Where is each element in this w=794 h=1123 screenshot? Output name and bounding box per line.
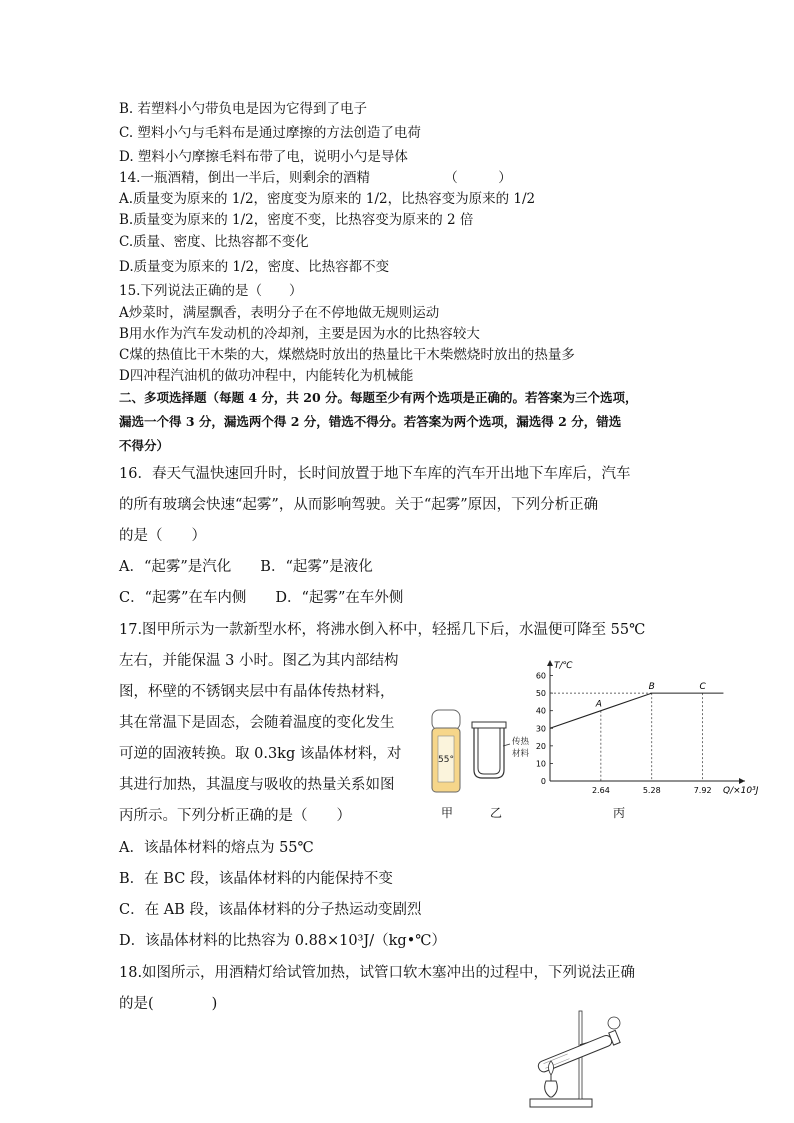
point-label-A: A [595, 699, 602, 710]
q16-options-cd: C．“起雾”在车内侧 D．“起雾”在车外侧 [119, 590, 404, 606]
test-tube-heating-figure [528, 1003, 628, 1113]
y-tick-label: 20 [535, 741, 546, 751]
figure-label-jia: 甲 [441, 806, 454, 820]
question-17-line-6: 其进行加热，其温度与吸收的热量关系如图 [119, 777, 395, 793]
y-tick-label: 0 [540, 777, 546, 786]
q16-options-ab: A．“起雾”是汽化 B．“起雾”是液化 [119, 559, 373, 575]
temperature-line [550, 693, 723, 728]
q15-option-c: C煤的热值比干木柴的大，煤燃烧时放出的热量比干木柴燃烧时放出的热量多 [119, 347, 575, 363]
question-14: 14.一瓶酒精，倒出一半后，则剩余的酒精 （ ） [119, 170, 512, 186]
question-17-line-7: 丙所示。下列分析正确的是（ ） [119, 808, 351, 824]
question-18-line-1: 18.如图所示，用酒精灯给试管加热，试管口软木塞冲出的过程中，下列说法正确 [119, 965, 636, 981]
material-label-1: 传热 [512, 737, 530, 747]
question-17-line-2: 左右，并能保温 3 小时。图乙为其内部结构 [119, 653, 399, 669]
x-axis-arrow [739, 778, 745, 784]
question-18-line-2: 的是( ) [119, 996, 218, 1012]
section-2-rule-line-2: 漏选一个得 3 分，漏选两个得 2 分，错选不得分。若答案为两个选项，漏选得 2 分，错选 [119, 414, 622, 429]
cup-temperature-label: 55° [438, 755, 454, 765]
q15-option-d: D四冲程汽油机的做功冲程中，内能转化为机械能 [119, 368, 414, 384]
point-label-C: C [699, 682, 706, 693]
point-label-B: B [648, 682, 655, 693]
q17-option-a: A．该晶体材料的熔点为 55℃ [119, 840, 314, 856]
question-17-line-4: 其在常温下是固态，会随着温度的变化发生 [119, 715, 395, 731]
q14-option-a: A.质量变为原来的 1/2，密度变为原来的 1/2，比热容变为原来的 1/2 [119, 191, 536, 207]
question-16-line-3: 的是（ ） [119, 528, 206, 544]
option-b-line: B. 若塑料小勺带负电是因为它得到了电子 [119, 101, 368, 117]
q14-option-b: B.质量变为原来的 1/2，密度不变，比热容变为原来的 2 倍 [119, 212, 474, 228]
section-2-heading: 二、多项选择题（每题 4 分，共 20 分。每题至少有两个选项是正确的。若答案为三个选项， [119, 390, 638, 405]
question-15: 15.下列说法正确的是（ ） [119, 283, 303, 299]
question-16-line-1: 16．春天气温快速回升时，长时间放置于地下车库的汽车开出地下车库后，汽车 [119, 466, 631, 482]
q14-option-c: C.质量、密度、比热容都不变化 [119, 234, 309, 250]
question-17-line-1: 17.图甲所示为一款新型水杯，将沸水倒入杯中，轻摇几下后，水温便可降至 55℃ [119, 622, 646, 638]
section-2-rule-line-3: 不得分） [119, 438, 170, 453]
material-label-2: 材料 [512, 749, 530, 759]
y-tick-label: 50 [535, 689, 546, 699]
figure-label-yi: 乙 [490, 806, 503, 820]
y-axis-arrow [547, 660, 553, 666]
question-17-line-3: 图，杯壁的不锈钢夹层中有晶体传热材料， [119, 684, 395, 700]
q17-option-b: B．在 BC 段，该晶体材料的内能保持不变 [119, 871, 393, 887]
q15-option-a: A炒菜时，满屋飘香，表明分子在不停地做无规则运动 [119, 305, 440, 321]
temperature-heat-chart [520, 656, 770, 802]
x-tick-label: 2.64 [591, 786, 610, 795]
x-tick-label: 7.92 [693, 786, 712, 795]
x-tick-label: 5.28 [642, 786, 661, 795]
cup-figure [428, 708, 464, 796]
q17-option-c: C．在 AB 段，该晶体材料的分子热运动变剧烈 [119, 902, 422, 918]
figure-label-bing: 丙 [613, 806, 626, 820]
q17-option-d: D．该晶体材料的比热容为 0.88×10³J/（kg•℃） [119, 933, 446, 949]
y-tick-label: 40 [535, 706, 546, 716]
y-tick-label: 60 [535, 671, 546, 681]
y-axis-label: T/℃ [554, 661, 573, 671]
question-17-line-5: 可逆的固液转换。取 0.3kg 该晶体材料，对 [119, 746, 402, 762]
q14-option-d: D.质量变为原来的 1/2，密度、比热容都不变 [119, 259, 390, 275]
y-tick-label: 10 [535, 759, 546, 769]
q15-option-b: B用水作为汽车发动机的冷却剂，主要是因为水的比热容较大 [119, 326, 480, 342]
question-16-line-2: 的所有玻璃会快速“起雾”，从而影响驾驶。关于“起雾”原因，下列分析正确 [119, 497, 599, 513]
y-tick-label: 30 [535, 724, 546, 734]
option-c-line: C. 塑料小勺与毛料布是通过摩擦的方法创造了电荷 [119, 125, 421, 141]
x-axis-label: Q/×10³J [723, 786, 759, 796]
option-d-line: D. 塑料小勺摩擦毛料布带了电，说明小勺是导体 [119, 149, 408, 165]
